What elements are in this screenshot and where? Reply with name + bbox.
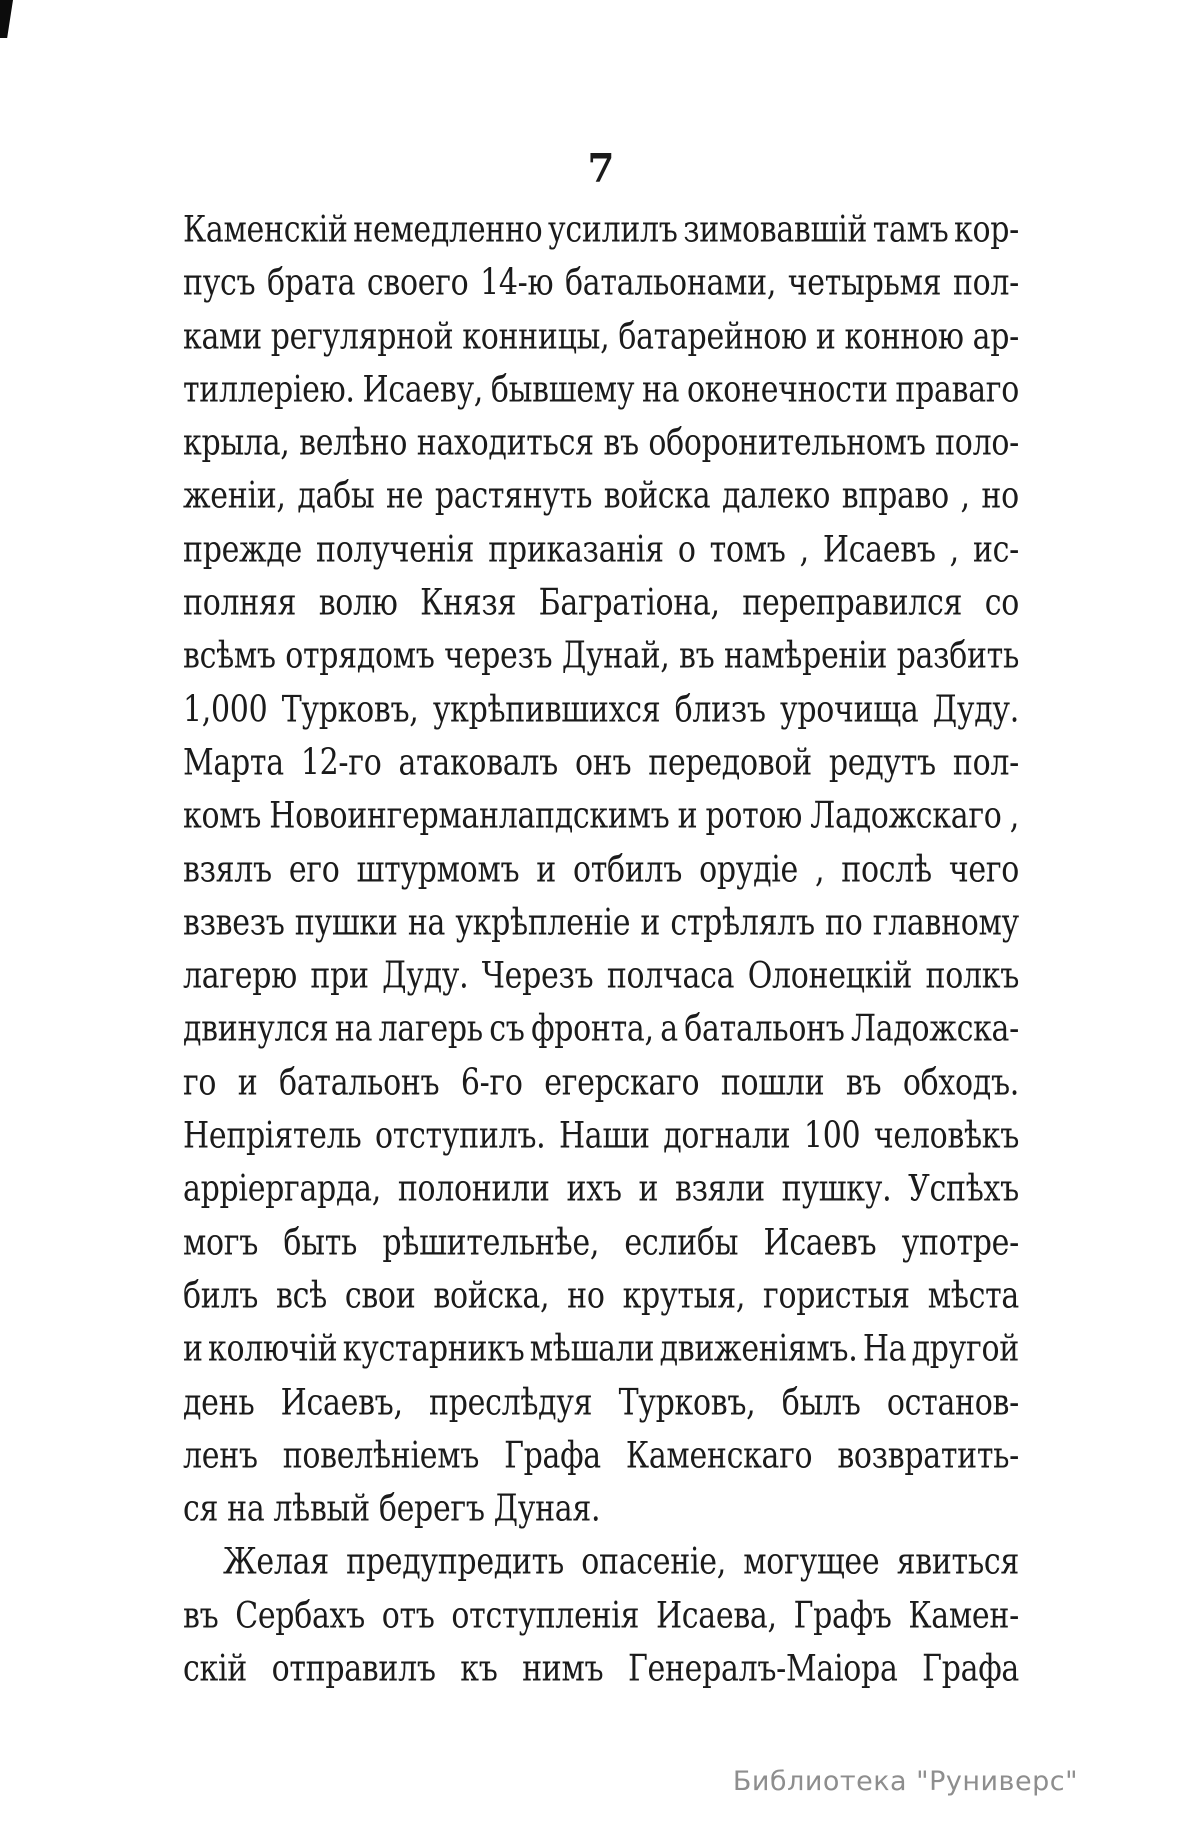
page-number: 7 <box>587 146 615 192</box>
word: далеко <box>721 475 831 519</box>
word: обходъ. <box>902 1061 1019 1105</box>
word: Турковъ, <box>618 1381 756 1425</box>
word: На <box>862 1328 907 1371</box>
word: явиться <box>896 1541 1019 1585</box>
word: растянуть <box>434 475 593 519</box>
word: догнали <box>663 1115 791 1158</box>
word: находиться <box>416 422 594 465</box>
word: дабы <box>297 475 375 519</box>
word: велѣно <box>299 422 408 465</box>
word: ихъ <box>566 1168 622 1212</box>
word: егерскаго <box>544 1061 700 1105</box>
word: Турковъ, <box>281 688 419 732</box>
word: 1,000 <box>183 688 268 732</box>
word: Дунай, <box>561 635 670 679</box>
word: войска, <box>433 1274 550 1318</box>
word: и <box>638 1168 659 1212</box>
word: день <box>183 1381 255 1425</box>
word: и <box>640 901 661 945</box>
word: пушку. <box>781 1168 892 1212</box>
word: орудіе <box>699 848 799 892</box>
word: а <box>660 1008 678 1052</box>
word: поло- <box>935 422 1019 465</box>
word: берегъ <box>378 1488 485 1531</box>
word: редутъ <box>828 742 936 785</box>
word: всѣ <box>275 1274 327 1318</box>
word: предупредить <box>346 1541 564 1585</box>
word: , <box>815 848 825 892</box>
word: , <box>949 528 959 572</box>
word: и <box>183 1328 203 1371</box>
word: усилилъ <box>548 209 678 252</box>
word: разбить <box>896 635 1019 679</box>
word: ар- <box>972 315 1019 359</box>
word: со <box>984 582 1019 625</box>
word: пол- <box>952 742 1019 785</box>
word: лѣвый <box>273 1488 370 1531</box>
word: Исаевъ, <box>280 1381 403 1425</box>
word: полкъ <box>925 955 1019 998</box>
word: отступленія <box>451 1594 640 1638</box>
word: женіи, <box>183 475 286 519</box>
word: его <box>288 848 340 892</box>
word: конною <box>844 315 964 359</box>
word: батальонъ <box>279 1061 440 1105</box>
word: преслѣдуя <box>429 1381 593 1425</box>
word: другой <box>911 1328 1019 1371</box>
word: Багратіона, <box>538 582 720 625</box>
word: крыла, <box>183 422 290 465</box>
word: конницы, <box>462 315 610 359</box>
word: могущее <box>743 1541 880 1585</box>
word: Графа <box>504 1434 601 1478</box>
word: нимъ <box>522 1648 604 1691</box>
word: взвезъ <box>183 901 285 945</box>
word: свои <box>344 1274 416 1318</box>
word: атаковалъ <box>398 742 558 785</box>
word: ками <box>183 315 262 359</box>
word: мѣста <box>927 1274 1019 1318</box>
word: движеніямъ. <box>659 1328 858 1371</box>
word: Каменскій <box>183 209 348 252</box>
word: мѣшали <box>529 1328 655 1371</box>
text-line <box>183 1623 1019 1691</box>
word: праваго <box>895 368 1019 412</box>
word: на <box>227 1488 265 1531</box>
word: пол- <box>952 262 1019 306</box>
word: по <box>825 901 863 945</box>
word: и <box>237 1061 258 1105</box>
word: Дуду. <box>932 688 1019 732</box>
word: пошли <box>720 1061 825 1105</box>
word: 14-ю <box>480 262 554 306</box>
word: отступилъ. <box>374 1115 546 1158</box>
word: отправилъ <box>271 1648 436 1691</box>
word: быть <box>283 1221 358 1265</box>
word: Желая <box>223 1541 329 1585</box>
word: четырьмя <box>787 262 942 306</box>
word: при <box>310 955 369 998</box>
word: Исаевъ <box>822 528 936 572</box>
word: лагерь <box>378 1008 483 1052</box>
word: укрѣпленіе <box>455 901 631 945</box>
word: отрядомъ <box>285 635 435 679</box>
word: батальонами, <box>565 262 777 306</box>
word: батальонъ <box>684 1008 845 1052</box>
word: чего <box>948 848 1019 892</box>
word: своего <box>366 262 469 306</box>
word: взяли <box>675 1168 765 1212</box>
word: гористыя <box>763 1274 910 1318</box>
word: фронта, <box>531 1008 654 1052</box>
word: Ладожскаго <box>810 795 1002 839</box>
word: употре- <box>901 1221 1019 1265</box>
word: двинулся <box>183 1008 329 1052</box>
word: ся <box>183 1488 219 1531</box>
word: го <box>183 1061 217 1105</box>
word: Камен- <box>908 1594 1019 1638</box>
word: крутыя, <box>622 1274 746 1318</box>
word: главному <box>872 901 1019 945</box>
word: близъ <box>674 688 766 732</box>
word: и <box>677 795 698 839</box>
word: возвратить- <box>837 1434 1019 1478</box>
word: Графа <box>922 1648 1019 1691</box>
word: зимовавшій <box>683 209 868 252</box>
word: 12-го <box>300 742 382 785</box>
word: всѣмъ <box>183 635 276 679</box>
word: человѣкъ <box>873 1115 1019 1158</box>
word: Успѣхъ <box>908 1168 1019 1212</box>
word: съ <box>489 1008 525 1052</box>
word: послѣ <box>841 848 932 892</box>
word: войска <box>603 475 711 519</box>
word: отбилъ <box>573 848 683 892</box>
word: тамъ <box>872 209 949 252</box>
word: приказанія <box>488 528 664 572</box>
word: Каменскаго <box>625 1434 813 1478</box>
word: на <box>641 368 680 412</box>
word: , <box>799 528 809 572</box>
word: Исаева, <box>655 1594 777 1638</box>
word: оконечности <box>687 368 888 412</box>
word: оборонительномъ <box>648 422 926 465</box>
word: Дуная. <box>493 1488 601 1531</box>
word: но <box>567 1274 605 1318</box>
word: полученія <box>316 528 475 572</box>
word: не <box>386 475 424 519</box>
word: и <box>536 848 556 892</box>
word: взялъ <box>183 848 272 892</box>
word: еслибы <box>624 1221 739 1265</box>
word: урочища <box>780 688 919 732</box>
body-text <box>183 196 1019 1691</box>
word: 6-го <box>460 1061 523 1105</box>
word: Новоингерманлапдскимъ <box>269 795 670 839</box>
word: переправился <box>742 582 963 625</box>
word: брата <box>267 262 356 306</box>
word: полонили <box>397 1168 550 1212</box>
library-watermark: Библиотека "Руниверс" <box>732 1766 1078 1797</box>
word: комъ <box>183 795 262 839</box>
word: о <box>677 528 696 572</box>
word: , <box>960 475 970 519</box>
word: Князя <box>420 582 517 625</box>
word: повелѣніемъ <box>282 1434 480 1478</box>
word: батарейною <box>618 315 807 359</box>
word: отъ <box>381 1594 435 1638</box>
word: и <box>815 315 836 359</box>
word: немедленно <box>353 209 543 252</box>
word: укрѣпившихся <box>432 688 661 732</box>
word: Исаевъ <box>763 1221 877 1265</box>
word: въ <box>183 1594 219 1638</box>
word: кор- <box>954 209 1019 252</box>
word: Ладожска- <box>851 1008 1019 1052</box>
word: но <box>981 475 1019 519</box>
word: Дуду. <box>382 955 469 998</box>
word: томъ <box>709 528 786 572</box>
word: Наши <box>558 1115 650 1158</box>
word: Марта <box>183 742 284 785</box>
word: штурмомъ <box>356 848 520 892</box>
word: тиллеріею. <box>183 368 355 412</box>
word: Непріятель <box>183 1115 362 1158</box>
word: Исаеву, <box>362 368 484 412</box>
word: , <box>1009 795 1019 839</box>
word: полчаса <box>606 955 735 998</box>
word: лагерю <box>183 955 297 998</box>
word: волю <box>318 582 398 625</box>
word: опасеніе, <box>581 1541 726 1585</box>
word: стрѣлялъ <box>670 901 815 945</box>
word: арріергарда, <box>183 1168 381 1212</box>
word: 100 <box>803 1115 861 1158</box>
word: на <box>407 901 446 945</box>
scan-corner-artifact <box>0 0 13 38</box>
word: могъ <box>183 1221 259 1265</box>
word: пушки <box>294 901 398 945</box>
word: въ <box>845 1061 882 1105</box>
word: Генералъ-Маіора <box>627 1648 898 1691</box>
word: въ <box>603 422 639 465</box>
word: онъ <box>574 742 632 785</box>
word: ротою <box>705 795 803 839</box>
word: въ <box>679 635 715 679</box>
word: ис- <box>972 528 1019 572</box>
word: колючій <box>208 1328 338 1371</box>
word: Олонецкій <box>747 955 913 998</box>
word: Графъ <box>793 1594 892 1638</box>
word: къ <box>460 1648 498 1691</box>
word: полняя <box>183 582 297 625</box>
word: пусъ <box>183 262 256 306</box>
word: регулярной <box>270 315 454 359</box>
word: билъ <box>183 1274 259 1318</box>
word: скій <box>183 1648 247 1691</box>
word: на <box>334 1008 373 1052</box>
word: черезъ <box>444 635 553 679</box>
word: прежде <box>183 528 302 572</box>
word: Черезъ <box>481 955 594 998</box>
word: вправо <box>841 475 949 519</box>
word: Сербахъ <box>235 1594 365 1638</box>
word: передовой <box>648 742 812 785</box>
word: намѣреніи <box>723 635 888 679</box>
word: бывшему <box>490 368 635 412</box>
word: останов- <box>886 1381 1019 1425</box>
word: кустарникъ <box>342 1328 525 1371</box>
word: ленъ <box>183 1434 258 1478</box>
word: рѣшительнѣе, <box>382 1221 600 1265</box>
word: былъ <box>781 1381 861 1425</box>
